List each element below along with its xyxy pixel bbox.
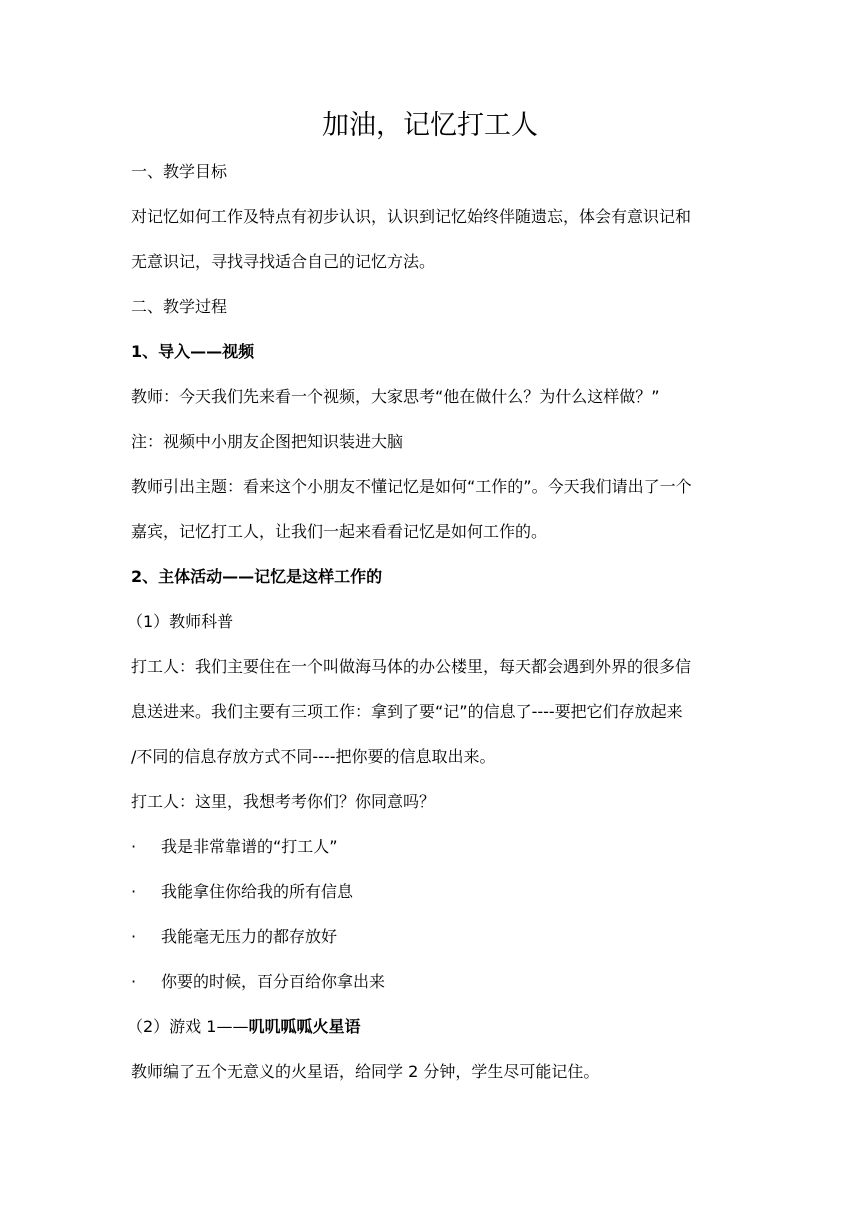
paragraph-objectives-line1: 对记忆如何工作及特点有初步认识，认识到记忆始终伴随遗忘，体会有意识记和 (131, 207, 692, 226)
bullet-item-1: 我是非常靠谱的“打工人” (161, 837, 338, 856)
bullet-marker: · (131, 972, 137, 991)
section-activity-heading: 2、主体活动——记忆是这样工作的 (131, 567, 383, 586)
teacher-line-1: 教师：今天我们先来看一个视频，大家思考“他在做什么？为什么这样做？” (131, 387, 660, 406)
heading-process: 二、教学过程 (131, 297, 228, 316)
note-line: 注：视频中小朋友企图把知识装进大脑 (131, 432, 404, 451)
subsection-2-heading (127, 1016, 737, 1038)
subsection-2-prefix: （2）游戏 1—— (127, 1017, 249, 1036)
page-title: 加油，记忆打工人 (322, 110, 538, 141)
bullet-item-2: 我能拿住你给我的所有信息 (161, 882, 354, 901)
bullet-marker: · (131, 837, 137, 856)
subsection-2-game-name: 叽叽呱呱火星语 (248, 1017, 361, 1036)
worker-line-1c: /不同的信息存放方式不同----把你要的信息取出来。 (131, 747, 496, 766)
bullet-marker: · (131, 882, 137, 901)
bullet-marker: · (131, 927, 137, 946)
subsection-1-heading: （1）教师科普 (127, 612, 234, 631)
heading-objectives: 一、教学目标 (131, 162, 228, 181)
bullet-item-4: 你要的时候，百分百给你拿出来 (161, 972, 386, 991)
section-intro-heading: 1、导入——视频 (131, 342, 255, 361)
worker-line-1b: 息送进来。我们主要有三项工作：拿到了要“记”的信息了----要把它们存放起来 (131, 702, 683, 721)
worker-line-1a: 打工人：我们主要住在一个叫做海马体的办公楼里，每天都会遇到外界的很多信 (131, 657, 692, 676)
game-description: 教师编了五个无意义的火星语，给同学 2 分钟，学生尽可能记住。 (131, 1062, 600, 1081)
teacher-line-2a: 教师引出主题：看来这个小朋友不懂记忆是如何“工作的”。今天我们请出了一个 (131, 477, 692, 496)
worker-line-2: 打工人：这里，我想考考你们？你同意吗？ (131, 792, 436, 811)
bullet-item-3: 我能毫无压力的都存放好 (161, 927, 338, 946)
teacher-line-2b: 嘉宾，记忆打工人，让我们一起来看看记忆是如何工作的。 (131, 522, 548, 541)
paragraph-objectives-line2: 无意识记，寻找寻找适合自己的记忆方法。 (131, 252, 436, 271)
